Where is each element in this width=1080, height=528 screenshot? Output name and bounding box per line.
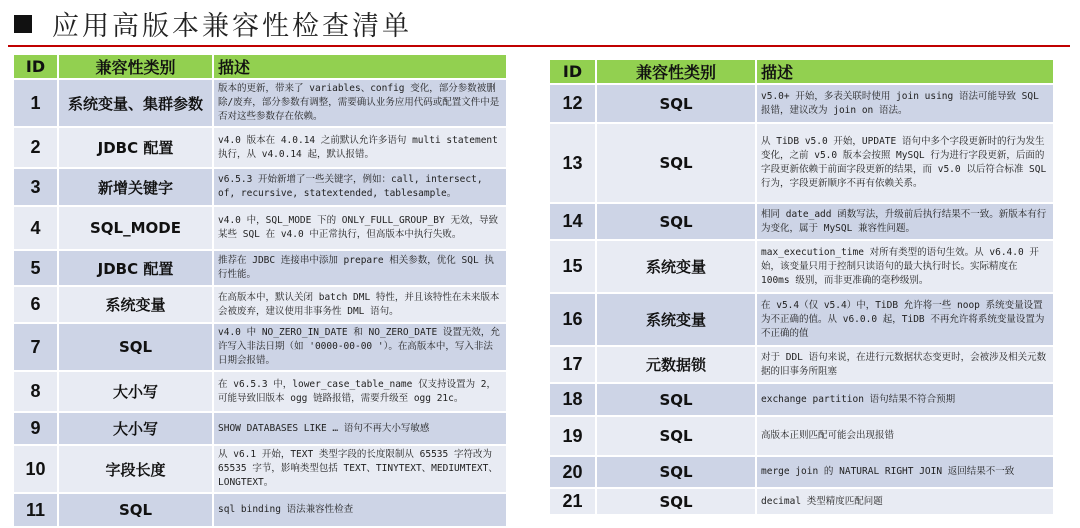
row-category: SQL (596, 123, 756, 203)
header-id: ID (549, 59, 596, 84)
table-row (549, 383, 1054, 416)
table-row (13, 286, 507, 323)
table-row (13, 79, 507, 127)
header-category: 兼容性类别 (58, 54, 213, 79)
table-row (13, 371, 507, 412)
table-row (13, 250, 507, 286)
row-id: 10 (13, 445, 58, 493)
compat-table-left (12, 53, 508, 528)
row-id: 16 (549, 293, 596, 346)
row-id: 18 (549, 383, 596, 416)
row-category: JDBC 配置 (58, 250, 213, 286)
table-row (549, 123, 1054, 203)
row-description: v4.0 中 NO_ZERO_IN_DATE 和 NO_ZERO_DATE 设置无效，允许写入非法日期（如 '0000-00-00 '）。在高版本中，写入非法日期会报错。 (213, 323, 507, 371)
row-category: 大小写 (58, 371, 213, 412)
row-id: 14 (549, 203, 596, 240)
row-description: sql binding 语法兼容性检查 (213, 493, 507, 527)
table-row (13, 127, 507, 168)
row-description: max_execution_time 对所有类型的语句生效。从 v6.4.0 开始，该变量只用于控制只读语句的最大执行时长。实际精度在 100ms 级别，而非更准确的毫秒级别。 (756, 240, 1054, 293)
row-description: 在 v6.5.3 中，lower_case_table_name 仅支持设置为 2，可能导致旧版本 ogg 链路报错，需要升级至 ogg 21c。 (213, 371, 507, 412)
row-category: SQL (596, 416, 756, 456)
row-id: 2 (13, 127, 58, 168)
table-row (549, 203, 1054, 240)
table-row (549, 293, 1054, 346)
row-category: 大小写 (58, 412, 213, 445)
row-category: SQL (596, 383, 756, 416)
row-category: 系统变量 (596, 293, 756, 346)
row-category: 新增关键字 (58, 168, 213, 206)
row-category: 系统变量 (58, 286, 213, 323)
table-row (549, 346, 1054, 383)
row-category: SQL_MODE (58, 206, 213, 250)
table-row (13, 323, 507, 371)
row-description: v6.5.3 开始新增了一些关键字，例如：call, intersect, of, recursive, statextended, tablesample。 (213, 168, 507, 206)
header-description: 描述 (756, 59, 1054, 84)
header-category: 兼容性类别 (596, 59, 756, 84)
row-id: 5 (13, 250, 58, 286)
row-category: 字段长度 (58, 445, 213, 493)
row-id: 9 (13, 412, 58, 445)
table-row (549, 456, 1054, 488)
table-header (13, 54, 507, 79)
row-description: 相同 date_add 函数写法，升级前后执行结果不一致。新版本有行为变化，属于 MySQL 兼容性问题。 (756, 203, 1054, 240)
row-id: 13 (549, 123, 596, 203)
row-description: 在 v5.4（仅 v5.4）中，TiDB 允许将一些 noop 系统变量设置为不正确的值。从 v6.0.0 起，TiDB 不再允许将系统变量设置为不正确的值 (756, 293, 1054, 346)
row-description: exchange partition 语句结果不符合预期 (756, 383, 1054, 416)
row-id: 21 (549, 488, 596, 515)
table-row (13, 412, 507, 445)
table-row (13, 206, 507, 250)
row-category: SQL (596, 488, 756, 515)
row-category: 元数据锁 (596, 346, 756, 383)
row-id: 8 (13, 371, 58, 412)
table-row (549, 84, 1054, 123)
row-description: 从 v6.1 开始，TEXT 类型字段的长度限制从 65535 字符改为 65535 字节，影响类型包括 TEXT、TINYTEXT、MEDIUMTEXT、LONGTEXT。 (213, 445, 507, 493)
compat-table-right (548, 58, 1055, 516)
table-row (13, 445, 507, 493)
title-divider (8, 45, 1070, 47)
table-header (549, 59, 1054, 84)
row-description: v5.0+ 开始，多表关联时使用 join using 语法可能导致 SQL 报错，建议改为 join on 语法。 (756, 84, 1054, 123)
row-description: 从 TiDB v5.0 开始，UPDATE 语句中多个字段更新时的行为发生变化，之前 v5.0 版本会按照 MySQL 行为进行字段更新，后面的字段更新依赖于前面字段更新的结果，而 v5.0 以后符合标准 SQL 行为，字段更新顺序不再有依赖关系。 (756, 123, 1054, 203)
row-id: 1 (13, 79, 58, 127)
row-category: 系统变量 (596, 240, 756, 293)
title-bar (14, 4, 412, 43)
header-description: 描述 (213, 54, 507, 79)
row-category: SQL (596, 84, 756, 123)
table-row (549, 240, 1054, 293)
row-id: 12 (549, 84, 596, 123)
row-description: v4.0 版本在 4.0.14 之前默认允许多语句 multi statement 执行，从 v4.0.14 起，默认报错。 (213, 127, 507, 168)
row-category: SQL (58, 323, 213, 371)
page-title: 应用高版本兼容性检查清单 (52, 11, 412, 42)
row-category: SQL (58, 493, 213, 527)
row-id: 11 (13, 493, 58, 527)
row-category: SQL (596, 456, 756, 488)
row-id: 4 (13, 206, 58, 250)
row-id: 15 (549, 240, 596, 293)
table-row (13, 168, 507, 206)
row-description: 在高版本中，默认关闭 batch DML 特性，并且该特性在未来版本会被废弃，建议使用非事务性 DML 语句。 (213, 286, 507, 323)
row-id: 17 (549, 346, 596, 383)
row-description: 高版本正则匹配可能会出现报错 (756, 416, 1054, 456)
table-row (549, 416, 1054, 456)
square-bullet-icon (14, 15, 32, 33)
row-description: v4.0 中，SQL_MODE 下的 ONLY_FULL_GROUP_BY 无效，导致某些 SQL 在 v4.0 中正常执行，但高版本中执行失败。 (213, 206, 507, 250)
row-description: merge join 的 NATURAL RIGHT JOIN 返回结果不一致 (756, 456, 1054, 488)
row-id: 20 (549, 456, 596, 488)
row-category: JDBC 配置 (58, 127, 213, 168)
row-description: decimal 类型精度匹配问题 (756, 488, 1054, 515)
row-description: 版本的更新，带来了 variables、config 变化，部分参数被删除/废弃，部分参数有调整，需要确认业务应用代码或配置文件中是否对这些参数存在依赖。 (213, 79, 507, 127)
row-id: 19 (549, 416, 596, 456)
row-description: 对于 DDL 语句来说，在进行元数据状态变更时，会被涉及相关元数据的旧事务所阻塞 (756, 346, 1054, 383)
row-id: 6 (13, 286, 58, 323)
row-description: SHOW DATABASES LIKE … 语句不再大小写敏感 (213, 412, 507, 445)
row-id: 3 (13, 168, 58, 206)
row-category: SQL (596, 203, 756, 240)
row-description: 推荐在 JDBC 连接串中添加 prepare 相关参数，优化 SQL 执行性能。 (213, 250, 507, 286)
table-row (549, 488, 1054, 515)
row-id: 7 (13, 323, 58, 371)
header-id: ID (13, 54, 58, 79)
row-category: 系统变量、集群参数 (58, 79, 213, 127)
